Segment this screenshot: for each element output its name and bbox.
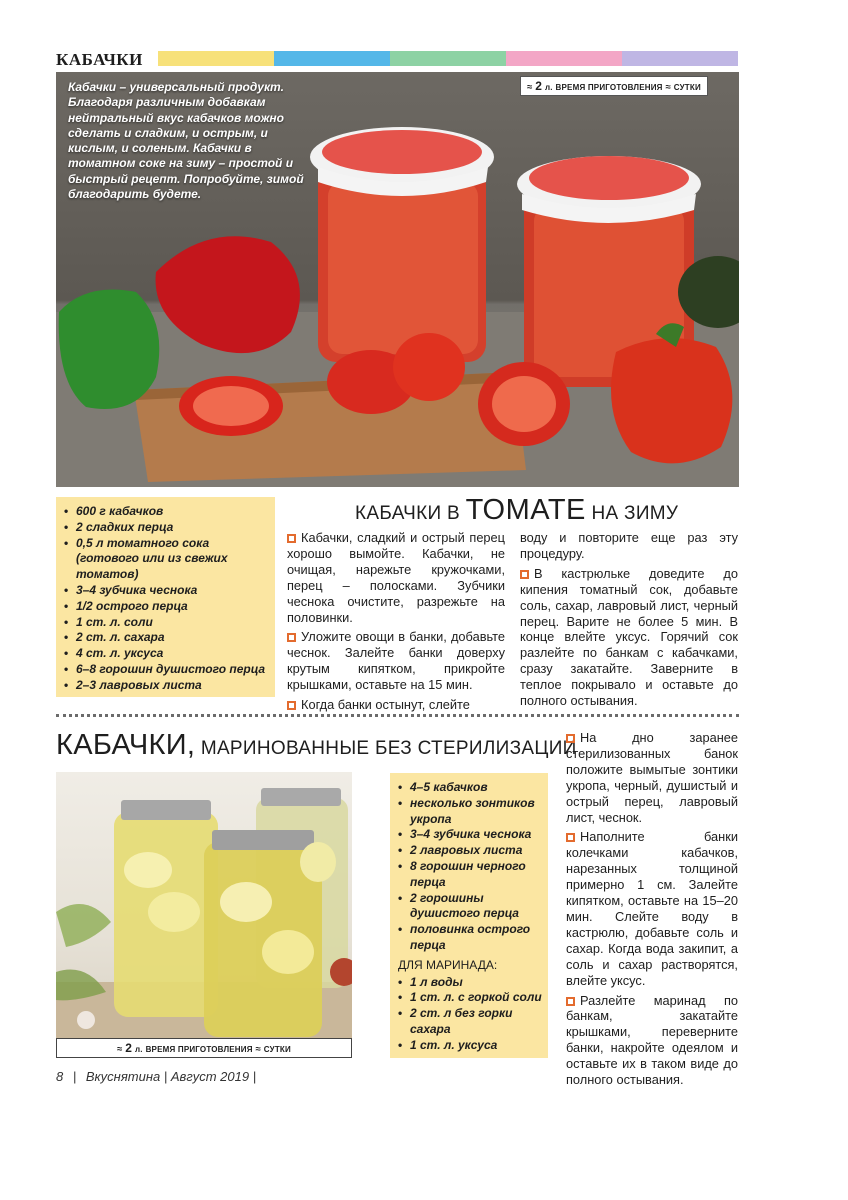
recipe2-steps-column: [566, 730, 738, 1088]
ingredient-item: • 2–3 лавровых листа: [64, 678, 269, 694]
color-bar-green: [390, 51, 506, 66]
step-marker-icon: [566, 997, 575, 1006]
ingredient-item: • 4–5 кабачков: [398, 780, 542, 796]
color-bar-blue: [274, 51, 390, 66]
recipe1-ingredients-box: [56, 497, 275, 697]
recipe2-title: [56, 729, 577, 762]
ingredient-item: • 3–4 зубчика чеснока: [64, 583, 269, 599]
ingredient-item: • 600 г кабачков: [64, 504, 269, 520]
recipe2-step: [566, 993, 738, 1088]
header-color-bars: [158, 51, 738, 66]
ingredient-item: • 1/2 острого перца: [64, 599, 269, 615]
badge-label: ВРЕМЯ ПРИГОТОВЛЕНИЯ: [555, 83, 663, 92]
step-marker-icon: [566, 734, 575, 743]
marinade-item: • 2 ст. л без горки сахара: [398, 1006, 542, 1038]
color-bar-pink: [506, 51, 622, 66]
step-text: На дно заранее стерилизованных банок положите вымытые зонтики укропа, черный, душистый и острый перец, лавровый лист, чеснок.: [566, 730, 738, 825]
step-text: Разлейте маринад по банкам, закатайте крышками, переверните банки, накройте одеялом и оставьте их в таком виде до полного остывания.: [566, 992, 738, 1088]
section-divider: [56, 714, 739, 717]
cooking-time-badge-top: [520, 76, 708, 96]
marinade-item: • 1 ст. л. уксуса: [398, 1038, 542, 1054]
recipe2-title-rest: МАРИНОВАННЫЕ БЕЗ СТЕРИЛИЗАЦИИ: [200, 738, 577, 759]
step-marker-icon: [520, 570, 529, 579]
ingredient-item: • 8 горошин черного перца: [398, 859, 542, 891]
page-number: 8: [56, 1069, 64, 1084]
recipe2-ingredients-box: [390, 773, 548, 1058]
marinade-item: • 1 л воды: [398, 975, 542, 991]
ingredient-item: • 2 ст. л. сахара: [64, 630, 269, 646]
badge-number: 2: [535, 79, 543, 93]
badge-label: ВРЕМЯ ПРИГОТОВЛЕНИЯ: [145, 1045, 253, 1054]
recipe1-step: [520, 566, 738, 709]
step-text: Кабачки, сладкий и острый перец хорошо вымойте. Кабачки, не очищая, нарежьте кружочками, перец – полосками. Зубчики чеснока очистите, разрежьте на половинки.: [287, 530, 505, 625]
recipe1-title-part1: КАБАЧКИ В: [355, 503, 461, 524]
ingredient-item: • 4 ст. л. уксуса: [64, 646, 269, 662]
badge-value: СУТКИ: [673, 83, 701, 92]
badge-unit: л.: [544, 83, 553, 92]
color-bar-lilac: [622, 51, 738, 66]
photo-marinated-zucchini: [56, 772, 352, 1044]
ingredient-item: • 2 горошины душистого перца: [398, 891, 542, 923]
recipe1-step: [520, 530, 738, 562]
step-marker-icon: [287, 701, 296, 710]
marinade-label: ДЛЯ МАРИНАДА:: [398, 957, 498, 972]
ingredient-item: • 0,5 л томатного сока (готового или из свежих томатов): [64, 536, 269, 583]
recipe1-title-part2: НА ЗИМУ: [591, 503, 679, 524]
recipe1-column-1: [287, 530, 505, 713]
issue-date: Август 2019: [170, 1069, 250, 1084]
step-text: Уложите овощи в банки, добавьте чеснок. Залейте банки доверху крутым кипятком, прикройте крышками, оставьте на 15 мин.: [287, 629, 505, 693]
ingredient-item: • 1 ст. л. соли: [64, 615, 269, 631]
step-marker-icon: [566, 833, 575, 842]
recipe2-title-main: КАБАЧКИ,: [56, 729, 196, 761]
step-text: Наполните банки колечками кабачков, нарезанных толщиной примерно 1 см. Залейте кипятком, оставьте на 15–20 мин. Слейте воду в кастрюлю, добавьте соль и сахар. Когда вода закипит, а соль и сахар растворятся, влейте уксус.: [566, 829, 738, 988]
recipe1-step: [287, 530, 505, 625]
ingredient-item: • 2 сладких перца: [64, 520, 269, 536]
ingredient-item: • 3–4 зубчика чеснока: [398, 827, 542, 843]
badge-sep: ≈: [255, 1044, 261, 1055]
cooking-time-badge-bottom: [56, 1038, 352, 1058]
marinade-item: • 1 ст. л. с горкой соли: [398, 990, 542, 1006]
recipe2-step: [566, 730, 738, 825]
recipe1-step: [287, 629, 505, 693]
recipe1-column-2: [520, 530, 738, 709]
step-text: В кастрюльке доведите до кипения томатный сок, добавьте соль, сахар, лавровый лист, черный перец. Варите не более 5 мин. В конце влейте уксус. Горячий сок разлейте по банкам с кабачками, сразу закатайте. Заверните в теплое покрывало и оставьте до полного остывания.: [520, 565, 738, 709]
color-bar-yellow: [158, 51, 274, 66]
ingredient-item: • 6–8 горошин душистого перца: [64, 662, 269, 678]
ingredient-item: • 2 лавровых листа: [398, 843, 542, 859]
badge-unit: л.: [135, 1045, 143, 1054]
badge-sep: ≈: [665, 82, 671, 93]
magazine-name: Вкуснятина: [85, 1069, 161, 1084]
recipe2-ingredients-list: [398, 780, 542, 1054]
step-text: воду и повторите еще раз эту процедуру.: [520, 530, 738, 561]
step-text: Когда банки остынут, слейте: [301, 697, 470, 713]
badge-value: СУТКИ: [263, 1045, 291, 1054]
page-footer: 8 | Вкуснятина | Август 2019 |: [56, 1069, 257, 1084]
recipe1-step: [287, 697, 505, 713]
step-marker-icon: [287, 534, 296, 543]
recipe1-ingredients-list: [64, 504, 269, 694]
ingredient-item: • несколько зонтиков укропа: [398, 796, 542, 828]
step-marker-icon: [287, 633, 296, 642]
ingredient-item: • половинка острого перца: [398, 922, 542, 954]
section-title: КАБАЧКИ: [56, 50, 143, 69]
recipe2-step: [566, 829, 738, 988]
recipe1-title-main: ТОМАТЕ: [465, 494, 586, 526]
badge-prefix: ≈: [117, 1044, 123, 1055]
badge-prefix: ≈: [527, 82, 533, 93]
photo-illustration: [56, 772, 352, 1044]
badge-number: 2: [125, 1041, 133, 1055]
intro-text: Кабачки – универсальный продукт. Благодаря различным добавкам нейтральный вкус кабачков можно сделать и сладким, и острым, и кислым, и соленым. Кабачки в томатном соке на зиму – простой и быстрый рецепт. Попробуйте, зимой благодарить будете.: [68, 80, 304, 202]
recipe1-title: [355, 494, 678, 527]
